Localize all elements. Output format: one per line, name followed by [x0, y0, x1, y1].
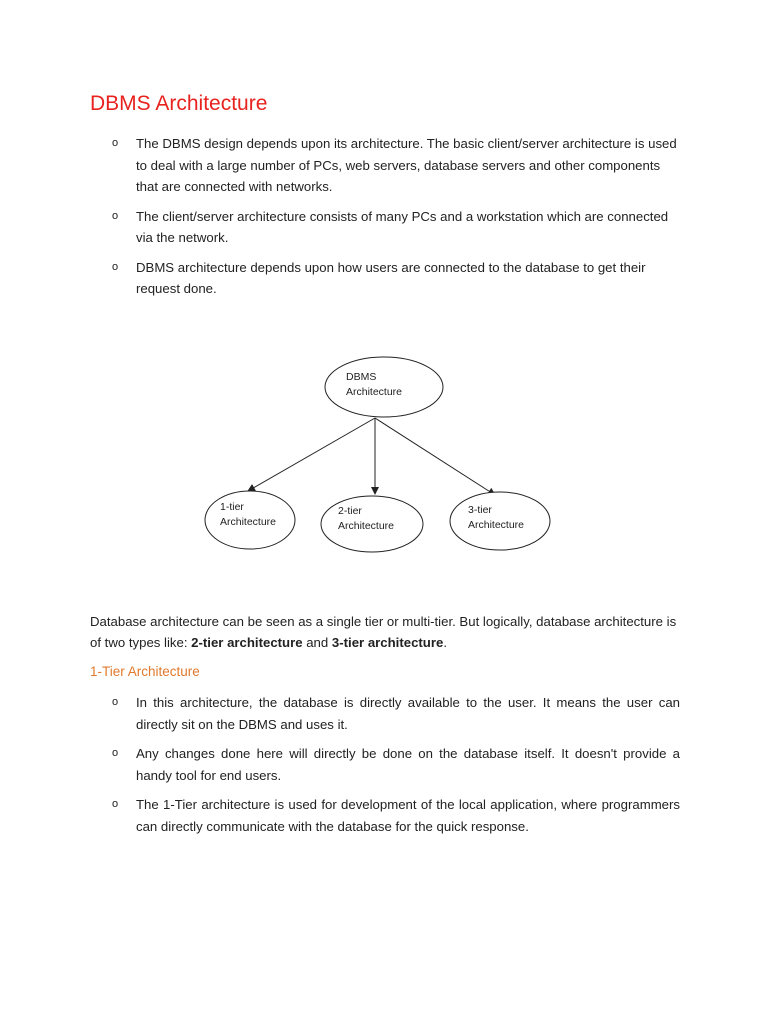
list-item	[90, 692, 680, 735]
paragraph-bold-text: 3-tier architecture	[331, 635, 444, 650]
connector-line	[375, 418, 495, 495]
bullet-text: The DBMS design depends upon its architecture. The basic client/server architecture is used to deal with a large number of PCs, web servers, database servers and other components that are connected with networks.	[136, 136, 677, 194]
architecture-types-paragraph	[90, 611, 682, 653]
bullet-icon: o	[112, 798, 119, 810]
bullet-icon: o	[112, 209, 119, 222]
node-label: Architecture	[468, 519, 525, 531]
section-heading-1-tier: 1-Tier Architecture	[90, 664, 200, 679]
node-label: Architecture	[346, 386, 403, 398]
bullet-icon: o	[112, 696, 119, 708]
intro-bullet-list	[90, 133, 680, 308]
node-label: DBMS	[346, 371, 377, 383]
node-label: 1-tier	[220, 501, 244, 513]
page-title: DBMS Architecture	[90, 92, 268, 115]
paragraph-bold-text: 2-tier architecture	[191, 635, 303, 650]
list-item	[90, 257, 680, 300]
node-label: 2-tier	[338, 505, 362, 517]
tier1-bullet-list	[90, 692, 680, 845]
diagram-node-2-tier	[321, 496, 423, 552]
bullet-icon: o	[112, 260, 119, 273]
paragraph-text: .	[443, 635, 447, 650]
list-item	[90, 206, 680, 249]
dbms-architecture-diagram	[190, 350, 570, 560]
connector-line	[248, 418, 375, 491]
list-item	[90, 794, 680, 837]
bullet-text: The 1-Tier architecture is used for development of the local application, where programmers can directly communicate with the database for the quick response.	[136, 797, 680, 834]
paragraph-text: and	[302, 635, 332, 650]
node-label: Architecture	[338, 520, 395, 532]
bullet-text: DBMS architecture depends upon how users are connected to the database to get their request done.	[136, 259, 646, 296]
diagram-root-node	[325, 357, 443, 417]
list-item	[90, 133, 680, 198]
diagram-node-3-tier	[450, 492, 550, 550]
bullet-text: The client/server architecture consists of many PCs and a workstation which are connected via the network.	[136, 208, 669, 245]
list-item	[90, 743, 680, 786]
bullet-icon: o	[112, 137, 119, 149]
diagram-node-1-tier	[205, 491, 295, 549]
paragraph-text: Database architecture can be seen as a single tier or multi-tier. But logically, database architecture is of two types like:	[90, 614, 677, 650]
bullet-text: Any changes done here will directly be done on the database itself. It doesn't provide a handy tool for end users.	[136, 746, 680, 783]
bullet-text: In this architecture, the database is directly available to the user. It means the user can directly sit on the DBMS and uses it.	[136, 695, 680, 732]
bullet-icon: o	[112, 747, 119, 759]
node-label: Architecture	[220, 516, 277, 528]
node-label: 3-tier	[468, 504, 492, 516]
